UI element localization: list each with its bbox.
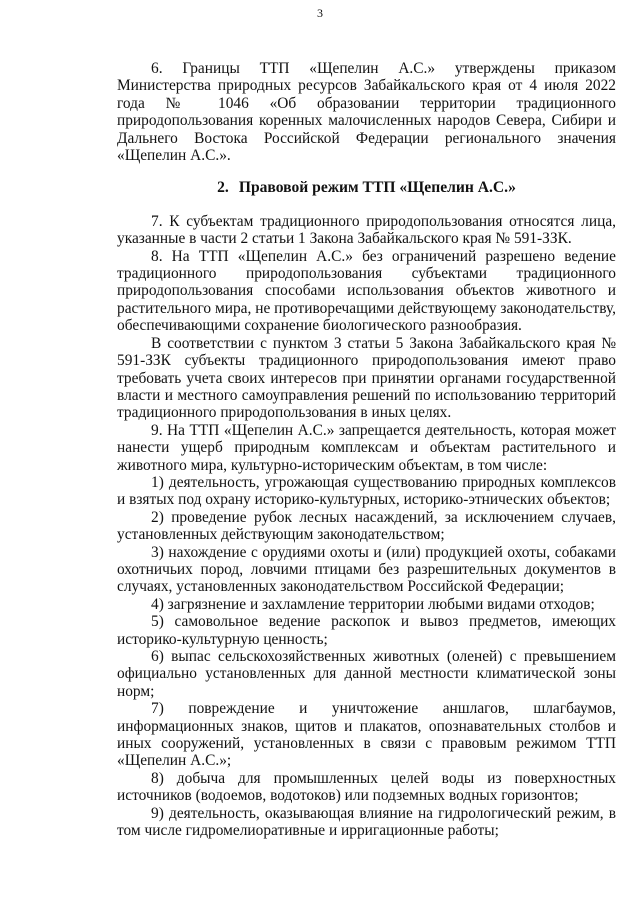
list-item-9: 9) деятельность, оказывающая влияние на гидрологический режим, в том числе гидромелиоративные и ирригационные работы; (117, 804, 616, 840)
page-number: 3 (317, 6, 323, 20)
paragraph-7: 7. К субъектам традиционного природопользования относятся лица, указанные в части 2 статьи 1 Закона Забайкальского края № 591-ЗЗК. (117, 212, 616, 248)
paragraph-6: 6. Границы ТТП «Щепелин А.С.» утверждены приказом Министерства природных ресурсов Забайкальского края от 4 июля 2022 года № 1046 «Об образовании территории традиционного природопользования коренных малочисленных народов Севера, Сибири и Дальнего Востока Российской Федерации регионального значения «Щепелин А.С.». (117, 60, 616, 165)
section-number: 2. (217, 179, 229, 197)
list-item-5: 5) самовольное ведение раскопок и вывоз предметов, имеющих историко-культурную ценность; (117, 613, 616, 648)
list-item-2: 2) проведение рубок лесных насаждений, за исключением случаев, установленных действующим законодательством; (117, 508, 616, 544)
document-body (117, 60, 616, 839)
section-heading (117, 179, 616, 196)
paragraph-8-rights: В соответствии с пунктом 3 статьи 5 Закона Забайкальского края № 591-ЗЗК субъекты традиционного природопользования имеют право требовать учета своих интересов при принятии органами государственной власти и местного самоуправления решений по использованию территорий традиционного природопользования в иных целях. (117, 334, 616, 422)
list-item-8: 8) добыча для промышленных целей воды из поверхностных источников (водоемов, водотоков) или подземных водных горизонтов; (117, 769, 616, 805)
list-item-6: 6) выпас сельскохозяйственных животных (оленей) с превышением официально установленных для данной местности климатической зоны норм; (117, 648, 616, 700)
list-item-3: 3) нахождение с орудиями охоты и (или) продукцией охоты, собаками охотничьих пород, ловчими птицами без разрешительных документов в случаях, установленных законодательством Российской Федерации; (117, 543, 616, 596)
list-item-1: 1) деятельность, угрожающая существованию природных комплексов и взятых под охрану историко-культурных, историко-этнических объектов; (117, 473, 616, 509)
list-item-4: 4) загрязнение и захламление территории любыми видами отходов; (151, 595, 595, 613)
paragraph-8: 8. На ТТП «Щепелин А.С.» без ограничений разрешено ведение традиционного природопользования субъектами традиционного природопользования способами использования объектов животного и растительного мира, не противоречащими действующему законодательству, обеспечивающими сохранение биологического разнообразия. (117, 247, 616, 335)
section-title: Правовой режим ТТП «Щепелин А.С.» (238, 179, 516, 197)
paragraph-9: 9. На ТТП «Щепелин А.С.» запрещается деятельность, которая может нанести ущерб природным комплексам и объектам растительного и животного мира, культурно-историческим объектам, в том числе: (117, 421, 616, 474)
list-item-7: 7) повреждение и уничтожение аншлагов, шлагбаумов, информационных знаков, щитов и плакатов, опознавательных столбов и иных сооружений, установленных в связи с правовым режимом ТТП «Щепелин А.С.»; (117, 700, 616, 770)
